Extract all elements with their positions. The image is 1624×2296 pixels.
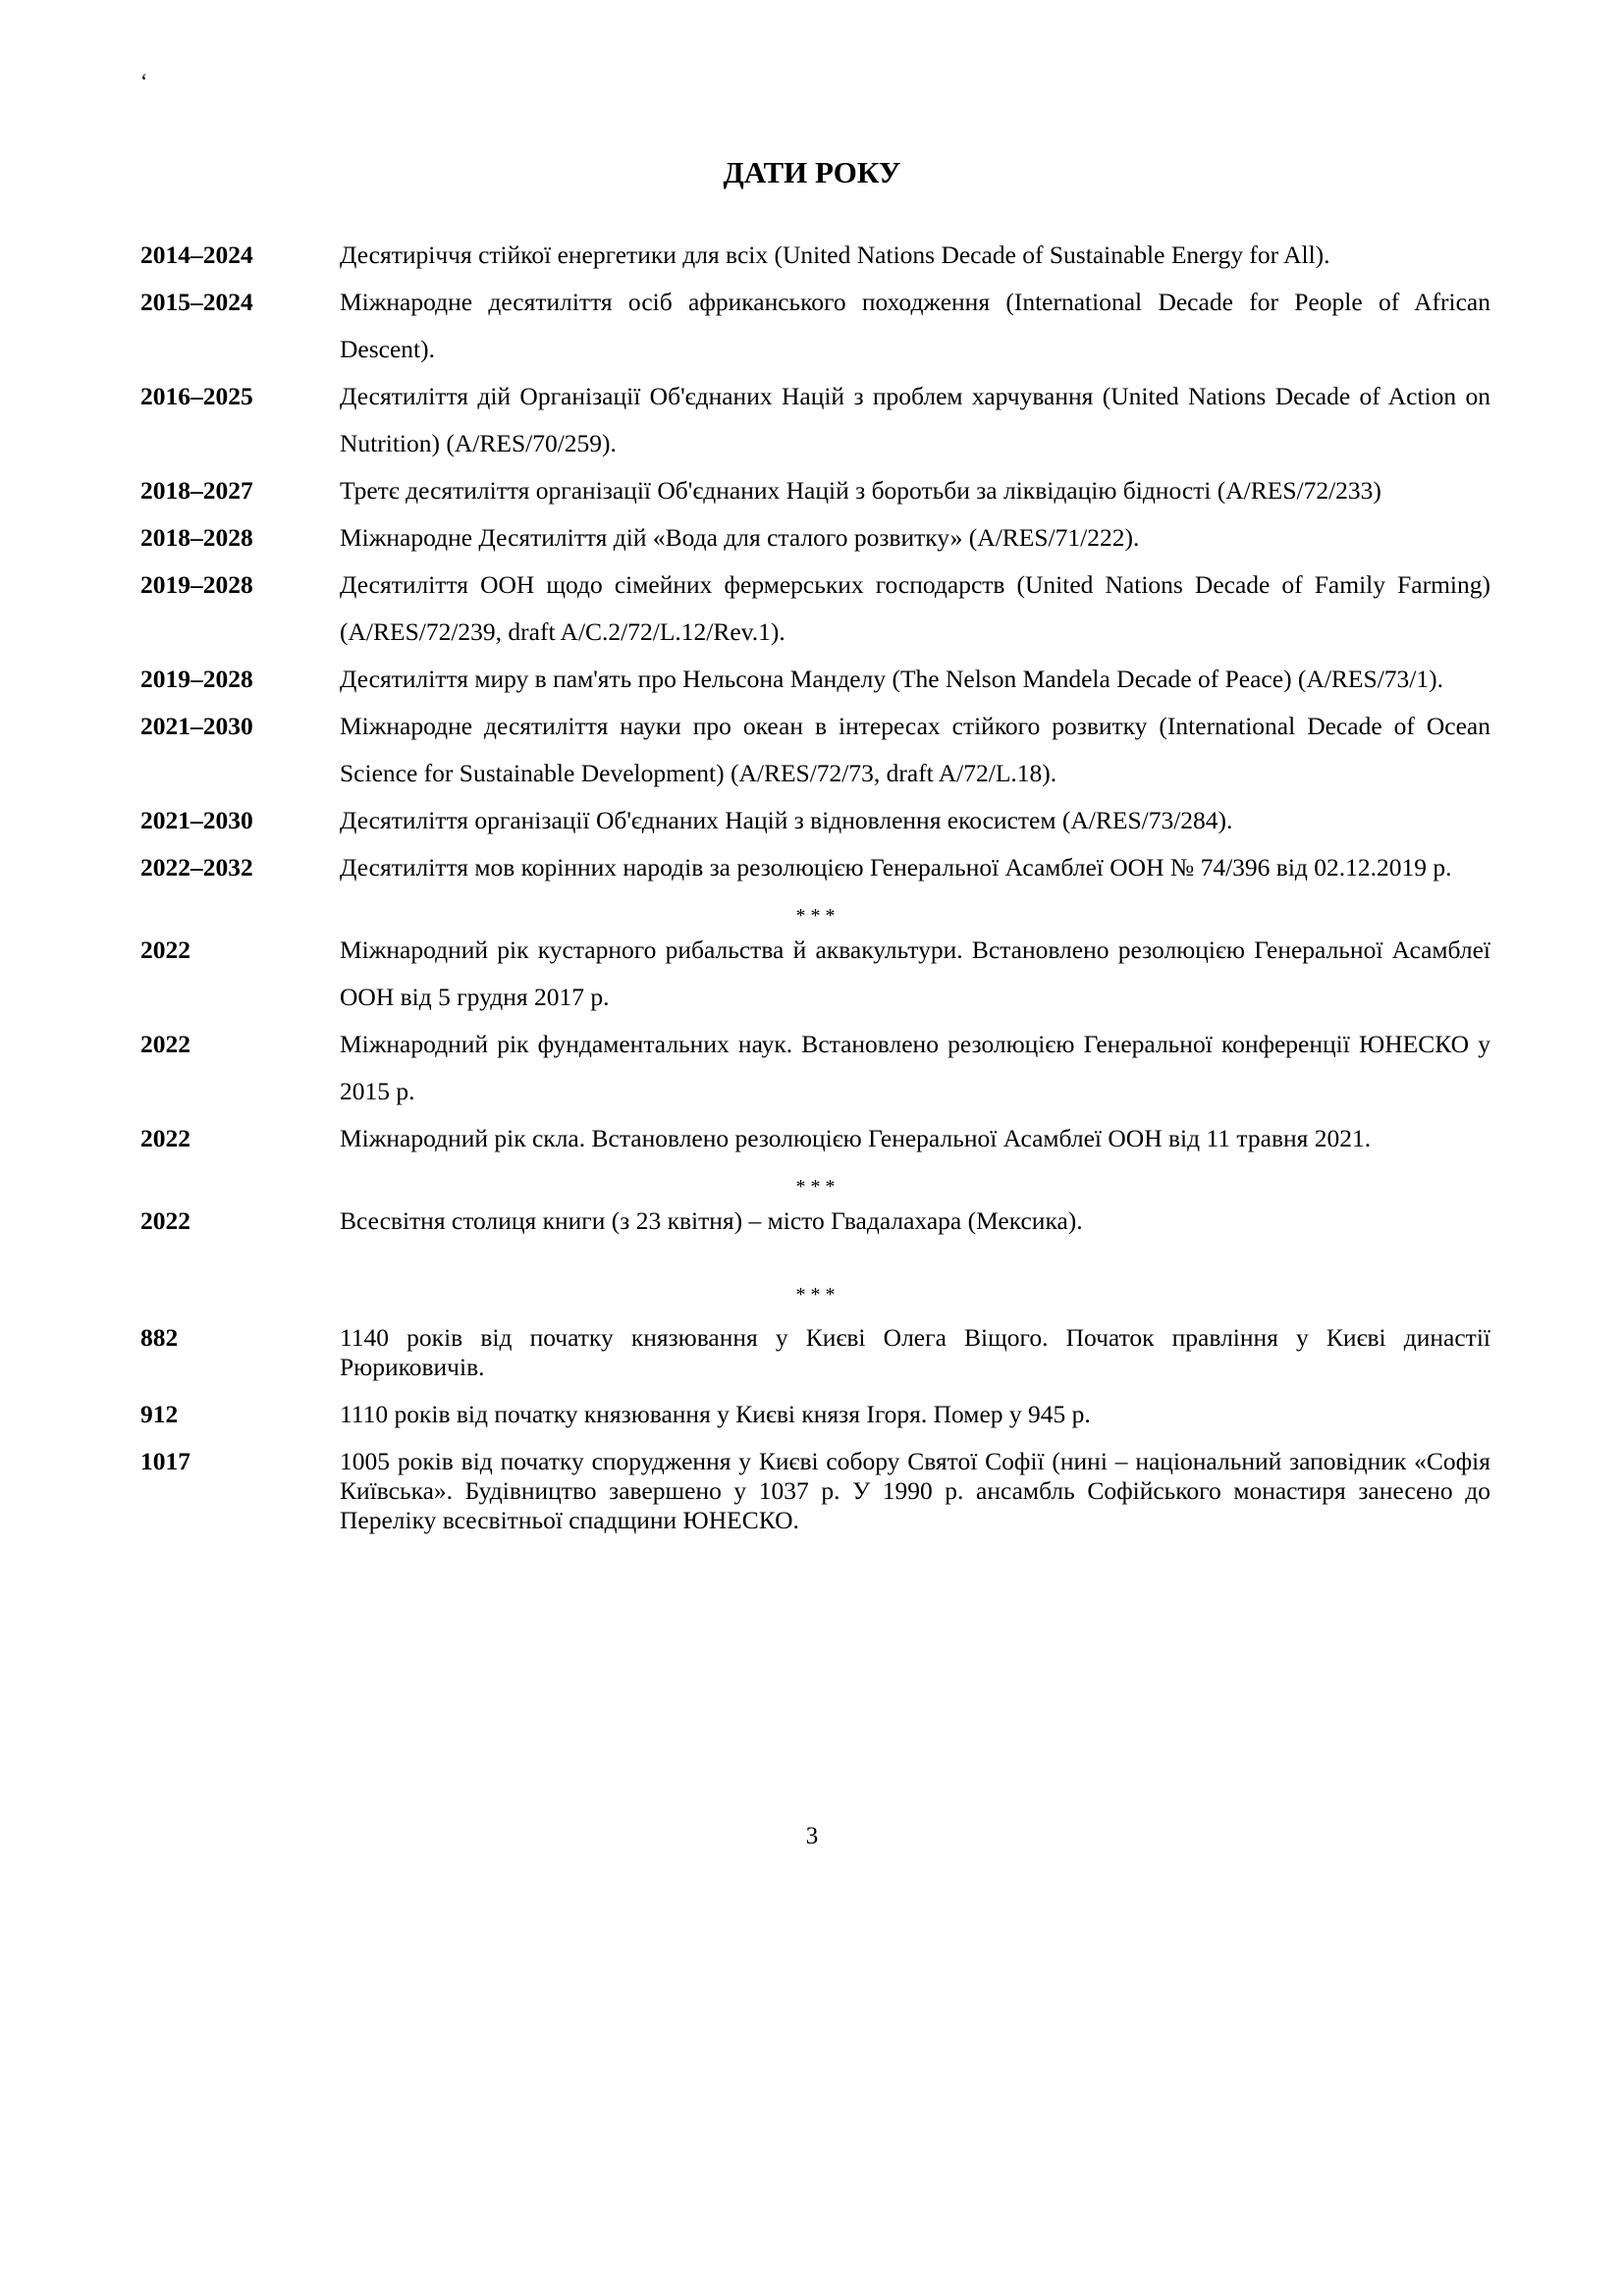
decade-entry bbox=[140, 467, 1490, 514]
entry-text: Міжнародний рік фундаментальних наук. Встановлено резолюцією Генеральної конференції ЮНЕСКО у 2015 р. bbox=[340, 1030, 1490, 1105]
decade-entry bbox=[140, 373, 1490, 467]
entry-years: 1017 bbox=[140, 1447, 190, 1475]
entry-text: Міжнародний рік скла. Встановлено резолюцією Генеральної Асамблеї ООН від 11 травня 2021. bbox=[340, 1124, 1372, 1152]
entry-text: Десятиліття організації Об'єднаних Націй з відновлення екосистем (A/RES/73/284). bbox=[340, 806, 1233, 834]
decade-entry bbox=[140, 703, 1490, 797]
entry-years: 2022 bbox=[140, 935, 190, 964]
entry-years: 2014–2024 bbox=[140, 240, 253, 269]
entries-list bbox=[140, 232, 1490, 1553]
entry-text: Міжнародне десятиліття осіб африканського походження (International Decade for People of African Descent). bbox=[340, 288, 1490, 363]
entry-text: 1140 років від початку князювання у Києві Олега Віщого. Початок правління у Києві династії Рюриковичів. bbox=[340, 1323, 1490, 1381]
entry-text: Міжнародне Десятиліття дій «Вода для сталого розвитку» (A/RES/71/222). bbox=[340, 523, 1140, 552]
entry-years: 2022 bbox=[140, 1124, 190, 1152]
entry-years: 882 bbox=[140, 1323, 179, 1352]
decade-entry bbox=[140, 797, 1490, 844]
decade-entry bbox=[140, 514, 1490, 561]
entry-text: Десятиліття миру в пам'ять про Нельсона Манделу (The Nelson Mandela Decade of Peace) (A/RES/73/1). bbox=[340, 665, 1443, 693]
entry-years: 2016–2025 bbox=[140, 382, 253, 410]
anniversary-entry bbox=[140, 1447, 1490, 1535]
section-separator: * * * bbox=[795, 1176, 836, 1198]
year-entry bbox=[140, 1021, 1490, 1115]
entry-text: Десятиліття дій Організації Об'єднаних Націй з проблем харчування (United Nations Decade of Action on Nutrition) (A/RES/70/259). bbox=[340, 382, 1490, 457]
entry-years: 2018–2027 bbox=[140, 476, 253, 505]
page-number: 3 bbox=[805, 1823, 819, 1849]
section-separator: * * * bbox=[795, 905, 836, 927]
anniversary-entry bbox=[140, 1400, 1490, 1429]
decade-entry bbox=[140, 279, 1490, 373]
entry-years: 912 bbox=[140, 1400, 179, 1428]
entry-text: Третє десятиліття організації Об'єднаних Націй з боротьби за ліквідацію бідності (A/RES/72/233) bbox=[340, 476, 1381, 505]
year-entry bbox=[140, 927, 1490, 1021]
entry-years: 2015–2024 bbox=[140, 288, 253, 316]
entry-text: 1005 років від початку спорудження у Києві собору Святої Софії (нині – національний заповідник «Софія Київська». Будівництво завершено у 1037 р. У 1990 р. ансамбль Софійського монастиря занесено до Переліку всесвітньої спадщини ЮНЕСКО. bbox=[340, 1447, 1490, 1534]
entry-text: Десятиліття ООН щодо сімейних фермерських господарств (United Nations Decade of Family Farming) (A/RES/72/239, draft A/C.2/72/L.12/Rev.1). bbox=[340, 570, 1490, 646]
decade-entry bbox=[140, 656, 1490, 703]
anniversary-entry bbox=[140, 1323, 1490, 1382]
section-separator: * * * bbox=[795, 1284, 836, 1306]
entry-years: 2022–2032 bbox=[140, 853, 253, 881]
book-capital-entry bbox=[140, 1198, 1490, 1245]
entry-years: 2019–2028 bbox=[140, 570, 253, 599]
decade-entry bbox=[140, 844, 1490, 891]
entry-years: 2021–2030 bbox=[140, 712, 253, 740]
entry-text: 1110 років від початку князювання у Києві князя Ігоря. Помер у 945 р. bbox=[340, 1400, 1091, 1428]
entry-text: Міжнародне десятиліття науки про океан в інтересах стійкого розвитку (International Decade of Ocean Science for Sustainable Development) (A/RES/72/73, draft A/72/L.18). bbox=[340, 712, 1490, 787]
entry-years: 2022 bbox=[140, 1030, 190, 1058]
entry-text: Десятиріччя стійкої енергетики для всіх (United Nations Decade of Sustainable Energy for All). bbox=[340, 240, 1330, 269]
entry-years: 2022 bbox=[140, 1206, 190, 1235]
decade-entry bbox=[140, 232, 1490, 279]
page-title: ДАТИ РОКУ bbox=[723, 155, 901, 189]
entry-text: Міжнародний рік кустарного рибальства й аквакультури. Встановлено резолюцією Генеральної Асамблеї ООН від 5 грудня 2017 р. bbox=[340, 935, 1490, 1011]
entry-years: 2019–2028 bbox=[140, 665, 253, 693]
decade-entry bbox=[140, 561, 1490, 656]
entry-years: 2018–2028 bbox=[140, 523, 253, 552]
entry-years: 2021–2030 bbox=[140, 806, 253, 834]
entry-text: Всесвітня столиця книги (з 23 квітня) – місто Гвадалахара (Мексика). bbox=[340, 1206, 1083, 1235]
entry-text: Десятиліття мов корінних народів за резолюцією Генеральної Асамблеї ООН № 74/396 від 02.12.2019 р. bbox=[340, 853, 1452, 881]
year-entry bbox=[140, 1115, 1490, 1162]
corner-mark: ‘ bbox=[140, 69, 148, 93]
